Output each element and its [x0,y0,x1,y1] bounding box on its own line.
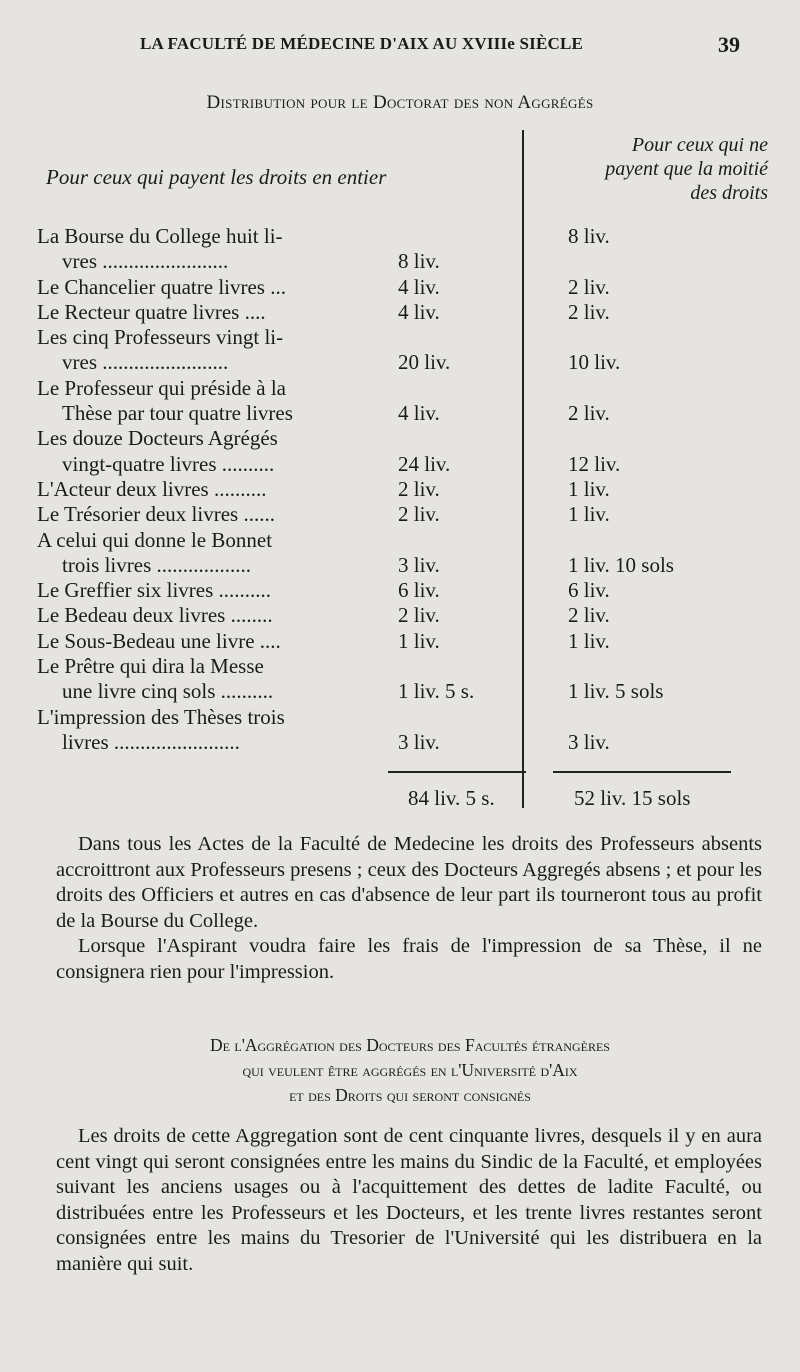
row-label: vres ........................ [62,350,229,375]
table-row [0,629,800,654]
row-label: livres ........................ [62,729,240,754]
table-row [0,578,800,603]
total-rule-half [553,771,731,773]
row-label: une livre cinq sols .......... [62,679,274,704]
row-label: La Bourse du College huit li- [37,224,283,248]
amount-half: 2 liv. [568,299,610,324]
amount-half: 1 liv. [568,502,610,527]
column-heading-half-line: payent que la moitié [605,158,768,180]
section-title-line: qui veulent être aggrégés en l'Université d'Aix [242,1060,578,1080]
table-row [0,553,800,578]
paragraph-block-1 [56,832,762,986]
row-label: L'impression des Thèses trois [37,704,285,729]
total-rule-full [388,771,526,773]
table-row [0,275,800,300]
section-title [60,1033,760,1108]
row-label: Le Professeur qui préside à la [37,375,286,400]
paragraph: Dans tous les Actes de la Faculté de Medecine les droits des Professeurs absents accroittront aux Professeurs presens ; ceux des Docteurs Aggregés absens ; et pour les droits des Officiers et autres en cas d'absence de leur part ils tourneront tous au profit de la Bourse du College. [56,833,762,932]
table-row [0,300,800,325]
table-row [0,401,800,426]
column-heading-half-line: Pour ceux qui ne [631,134,768,156]
amount-half: 3 liv. [568,729,610,754]
table-row [0,249,800,274]
amount-full: 2 liv. [398,603,440,628]
amount-full: 3 liv. [398,552,440,577]
row-label: Le Trésorier deux livres ...... [37,502,275,527]
row-label: Le Bedeau deux livres ........ [37,603,273,628]
paragraph: Les droits de cette Aggregation sont de cent cinquante livres, desquels il y en aura cent vingt qui seront consignées entre les mains du Sindic de la Faculté, et employées suivant les anciens usages ou à l'acquittement des dettes de ladite Faculté, ou distribuées entre les Professeurs et les Docteurs, et les trente livres restantes seront consignées entre les mains du Tresorier de l'Université qui les distribuera en la manière qui suit. [56,1125,762,1275]
amount-half: 1 liv. 10 sols [568,552,674,577]
section-title-line: De l'Aggrégation des Docteurs des Facultés étrangères [210,1035,610,1055]
table-row [0,502,800,527]
page-number: 39 [718,32,740,57]
amount-full: 8 liv. [398,249,440,274]
row-label: Les cinq Professeurs vingt li- [37,325,284,350]
fee-table [0,224,800,755]
paragraph: Lorsque l'Aspirant voudra faire les frais de l'impression de sa Thèse, il ne consignera rien pour l'impression. [56,935,762,983]
table-row [0,350,800,375]
row-label: Le Prêtre qui dira la Messe [37,654,264,679]
amount-full: 24 liv. [398,451,451,476]
running-head: LA FACULTÉ DE MÉDECINE D'AIX AU XVIIIe SIÈCLE [140,34,584,53]
table-row [0,452,800,477]
table-row [0,477,800,502]
amount-full: 4 liv. [398,274,440,299]
table-row [0,528,800,553]
table-row [0,224,800,249]
table-row [0,679,800,704]
amount-full: 2 liv. [398,502,440,527]
amount-full: 1 liv. 5 s. [398,679,475,704]
amount-half: 12 liv. [568,451,621,476]
amount-full: 20 liv. [398,350,451,375]
table-row [0,325,800,350]
row-label: L'Acteur deux livres .......... [37,476,267,501]
table-row [0,426,800,451]
table-row [0,603,800,628]
total-half: 52 liv. 15 sols [574,786,691,810]
row-label: Thèse par tour quatre livres [62,401,293,426]
table-row [0,730,800,755]
amount-half: 10 liv. [568,350,621,375]
amount-half: 2 liv. [568,274,610,299]
amount-half: 8 liv. [568,224,610,248]
row-label: vingt-quatre livres .......... [62,451,275,476]
paragraph-block-2 [56,1124,762,1278]
amount-half: 6 liv. [568,578,610,603]
amount-full: 2 liv. [398,476,440,501]
column-heading-full: Pour ceux qui payent les droits en entier [46,165,387,189]
amount-half: 2 liv. [568,603,610,628]
row-label: Le Greffier six livres .......... [37,578,272,603]
row-label: A celui qui donne le Bonnet [37,527,273,552]
amount-half: 1 liv. 5 sols [568,679,664,704]
row-label: Les douze Docteurs Agrégés [37,426,278,451]
amount-half: 2 liv. [568,401,610,426]
table-row [0,705,800,730]
row-label: Le Recteur quatre livres .... [37,299,266,324]
amount-half: 1 liv. [568,476,610,501]
section-title-line: et des Droits qui seront consignés [289,1085,531,1105]
table-title: Distribution pour le Doctorat des non Aggrégés [206,92,594,113]
row-label: Le Sous-Bedeau une livre .... [37,628,281,653]
amount-full: 6 liv. [398,578,440,603]
amount-full: 4 liv. [398,299,440,324]
amount-full: 3 liv. [398,729,440,754]
table-row [0,654,800,679]
amount-half: 1 liv. [568,628,610,653]
row-label: vres ........................ [62,249,229,274]
row-label: Le Chancelier quatre livres ... [37,274,286,299]
column-heading-half-line: des droits [690,182,768,204]
table-row [0,376,800,401]
amount-full: 1 liv. [398,628,440,653]
column-heading-half [528,133,768,205]
amount-full: 4 liv. [398,401,440,426]
total-full: 84 liv. 5 s. [408,786,495,810]
row-label: trois livres .................. [62,552,251,577]
